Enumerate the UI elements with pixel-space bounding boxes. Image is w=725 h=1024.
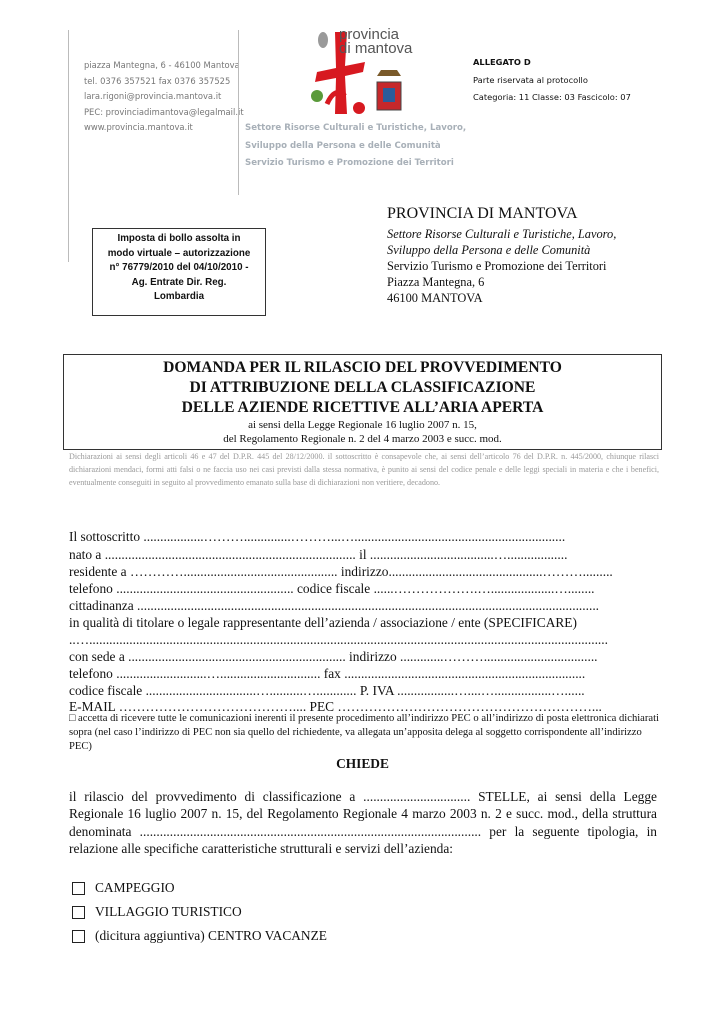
form-line-nato[interactable]: nato a ........................................................................... il .....................................….................. [69,547,568,562]
pec-consent-note[interactable]: □ accetta di ricevere tutte le comunicazioni inerenti il presente procedimento all’indirizzo PEC o all’indirizzo di posta elettronica dichiarati sopra (nel caso l’indirizzo di PEC non sia quello del richiedente, va allegata un’apposita delega al soggetto corrispondente all’indirizzo PEC) [69,713,659,752]
bollo-line-3: n° 76779/2010 del 04/10/2010 - [109,262,249,274]
form-line-specificare[interactable]: ..…........................................................................................................................................................... [69,632,608,647]
protocol-reserved: Parte riservata al protocollo [473,74,588,85]
option-campeggio[interactable] [72,880,175,896]
form-line-telefono-fax[interactable]: telefono ...........................….............................. fax ........................................................................ [69,666,586,681]
logo-text [339,28,412,56]
title-line-2: DI ATTRIBUZIONE DELLA CLASSIFICAZIONE [189,379,536,396]
option-centro-vacanze[interactable] [72,928,327,944]
contact-email: lara.rigoni@provincia.mantova.it [84,91,222,102]
title-sub-1: ai sensi della Legge Regionale 16 luglio 2007 n. 15, [248,419,477,431]
form-line-telefono[interactable]: telefono ..................................................... codice fiscale ......……………….…...................…........ [69,581,595,596]
title-line-3: DELLE AZIENDE RICETTIVE ALL’ARIA APERTA [181,399,544,416]
recipient-line-2: Sviluppo della Persona e delle Comunità [387,243,591,258]
sector-line-1: Settore Risorse Culturali e Turistiche, Lavoro, [245,123,467,133]
contact-website: www.provincia.mantova.it [84,122,193,133]
option-label-villaggio: VILLAGGIO TURISTICO [95,904,242,919]
request-paragraph: il rilascio del provvedimento di classificazione a ................................ STELLE, ai sensi della Legge Regionale 16 luglio 2007 n. 15, del Regolamento Regionale 4 marzo 2003 n. 2 e succ. mod., della struttura denominata ...................................................................................................... per la seguente tipologia, in relazione alle specifiche caratteristiche strutturali e servizi dell’azienda: [69,789,657,857]
classification: Categoria: 11 Classe: 03 Fascicolo: 07 [473,92,631,102]
sector-line-2: Sviluppo della Persona e delle Comunità [245,140,441,151]
form-line-sede[interactable]: con sede a ................................................................. indirizzo .............……….................................. [69,649,598,664]
title-line-1: DOMANDA PER IL RILASCIO DEL PROVVEDIMENTO [163,359,562,376]
title-sub-2: del Regolamento Regionale n. 2 del 4 marzo 2003 e succ. mod. [223,433,502,445]
checkbox-villaggio[interactable] [72,906,85,919]
contact-pec: PEC: provinciadimantova@legalmail.it [84,106,244,117]
stamp-duty-box [92,228,266,316]
form-line-sottoscritto[interactable]: Il sottoscritto ..................………..............………...…............................................................... [69,529,566,544]
form-line-cf-piva[interactable]: codice fiscale .................................…..........…............ P. IVA .................…....….................…...... [69,683,585,698]
chiede-heading: CHIEDE [336,756,389,771]
bollo-line-5: Lombardia [153,291,205,303]
logo-line-2: di mantova [339,40,413,57]
recipient-line-3: Servizio Turismo e Promozione dei Territori [387,259,607,274]
allegato-label: ALLEGATO D [473,57,531,67]
allegato-block [473,54,631,107]
checkbox-centro-vacanze[interactable] [72,930,85,943]
contact-phone: tel. 0376 357521 fax 0376 357525 [84,75,231,86]
option-label-centro-vacanze: (dicitura aggiuntiva) CENTRO VACANZE [95,928,327,943]
bollo-line-1: Imposta di bollo assolta in [117,233,241,244]
declaration-text: Dichiarazioni ai sensi degli articoli 46 e 47 del D.P.R. 445 del 28/12/2000. il sottoscritto è consapevole che, ai sensi dell’articolo 76 del D.P.R. n. 445/2000, chiunque rilasci dichiarazioni mendaci, formi atti falsi o ne faccia uso nei casi previsti dalla stessa normativa, è punito ai sensi del codice penale e delle leggi speciali in materia e che i benefici, eventualmente conseguiti in seguito al provvedimento emanato sulla base di dichiarazioni non veritiere, decadono. [69,452,659,487]
contact-address: piazza Mantegna, 6 - 46100 Mantova [84,60,240,70]
sector-line-3: Servizio Turismo e Promozione dei Territori [245,158,454,168]
recipient-line-1: Settore Risorse Culturali e Turistiche, Lavoro, [387,227,617,241]
recipient-line-5: 46100 MANTOVA [387,291,483,306]
form-line-qualita: in qualità di titolare o legale rappresentante dell’azienda / associazione / ente (SPECIFICARE) [69,615,577,630]
option-label-campeggio: CAMPEGGIO [95,880,175,895]
form-line-email-pec[interactable]: E-MAIL ………………………………….... PEC …………………………………………………... [69,699,602,714]
option-villaggio[interactable] [72,904,242,920]
form-line-residente[interactable]: residente a ………….............................................. indirizzo..............................................………......... [69,564,613,579]
form-line-cittadinanza[interactable]: cittadinanza .......................................................................................................................................... [69,598,600,613]
header-divider-right [238,30,239,195]
bollo-line-4: Ag. Entrate Dir. Reg. [131,276,227,288]
document-title-box [63,354,662,450]
recipient-title: PROVINCIA DI MANTOVA [387,205,578,222]
bollo-line-2: modo virtuale – autorizzazione [107,247,251,259]
header-divider-left [68,30,69,262]
logo-line-1: provincia [339,26,400,43]
sector-lines [245,120,466,173]
checkbox-campeggio[interactable] [72,882,85,895]
recipient-address [387,226,616,306]
recipient-line-4: Piazza Mantegna, 6 [387,275,485,290]
header-contact [84,58,244,136]
